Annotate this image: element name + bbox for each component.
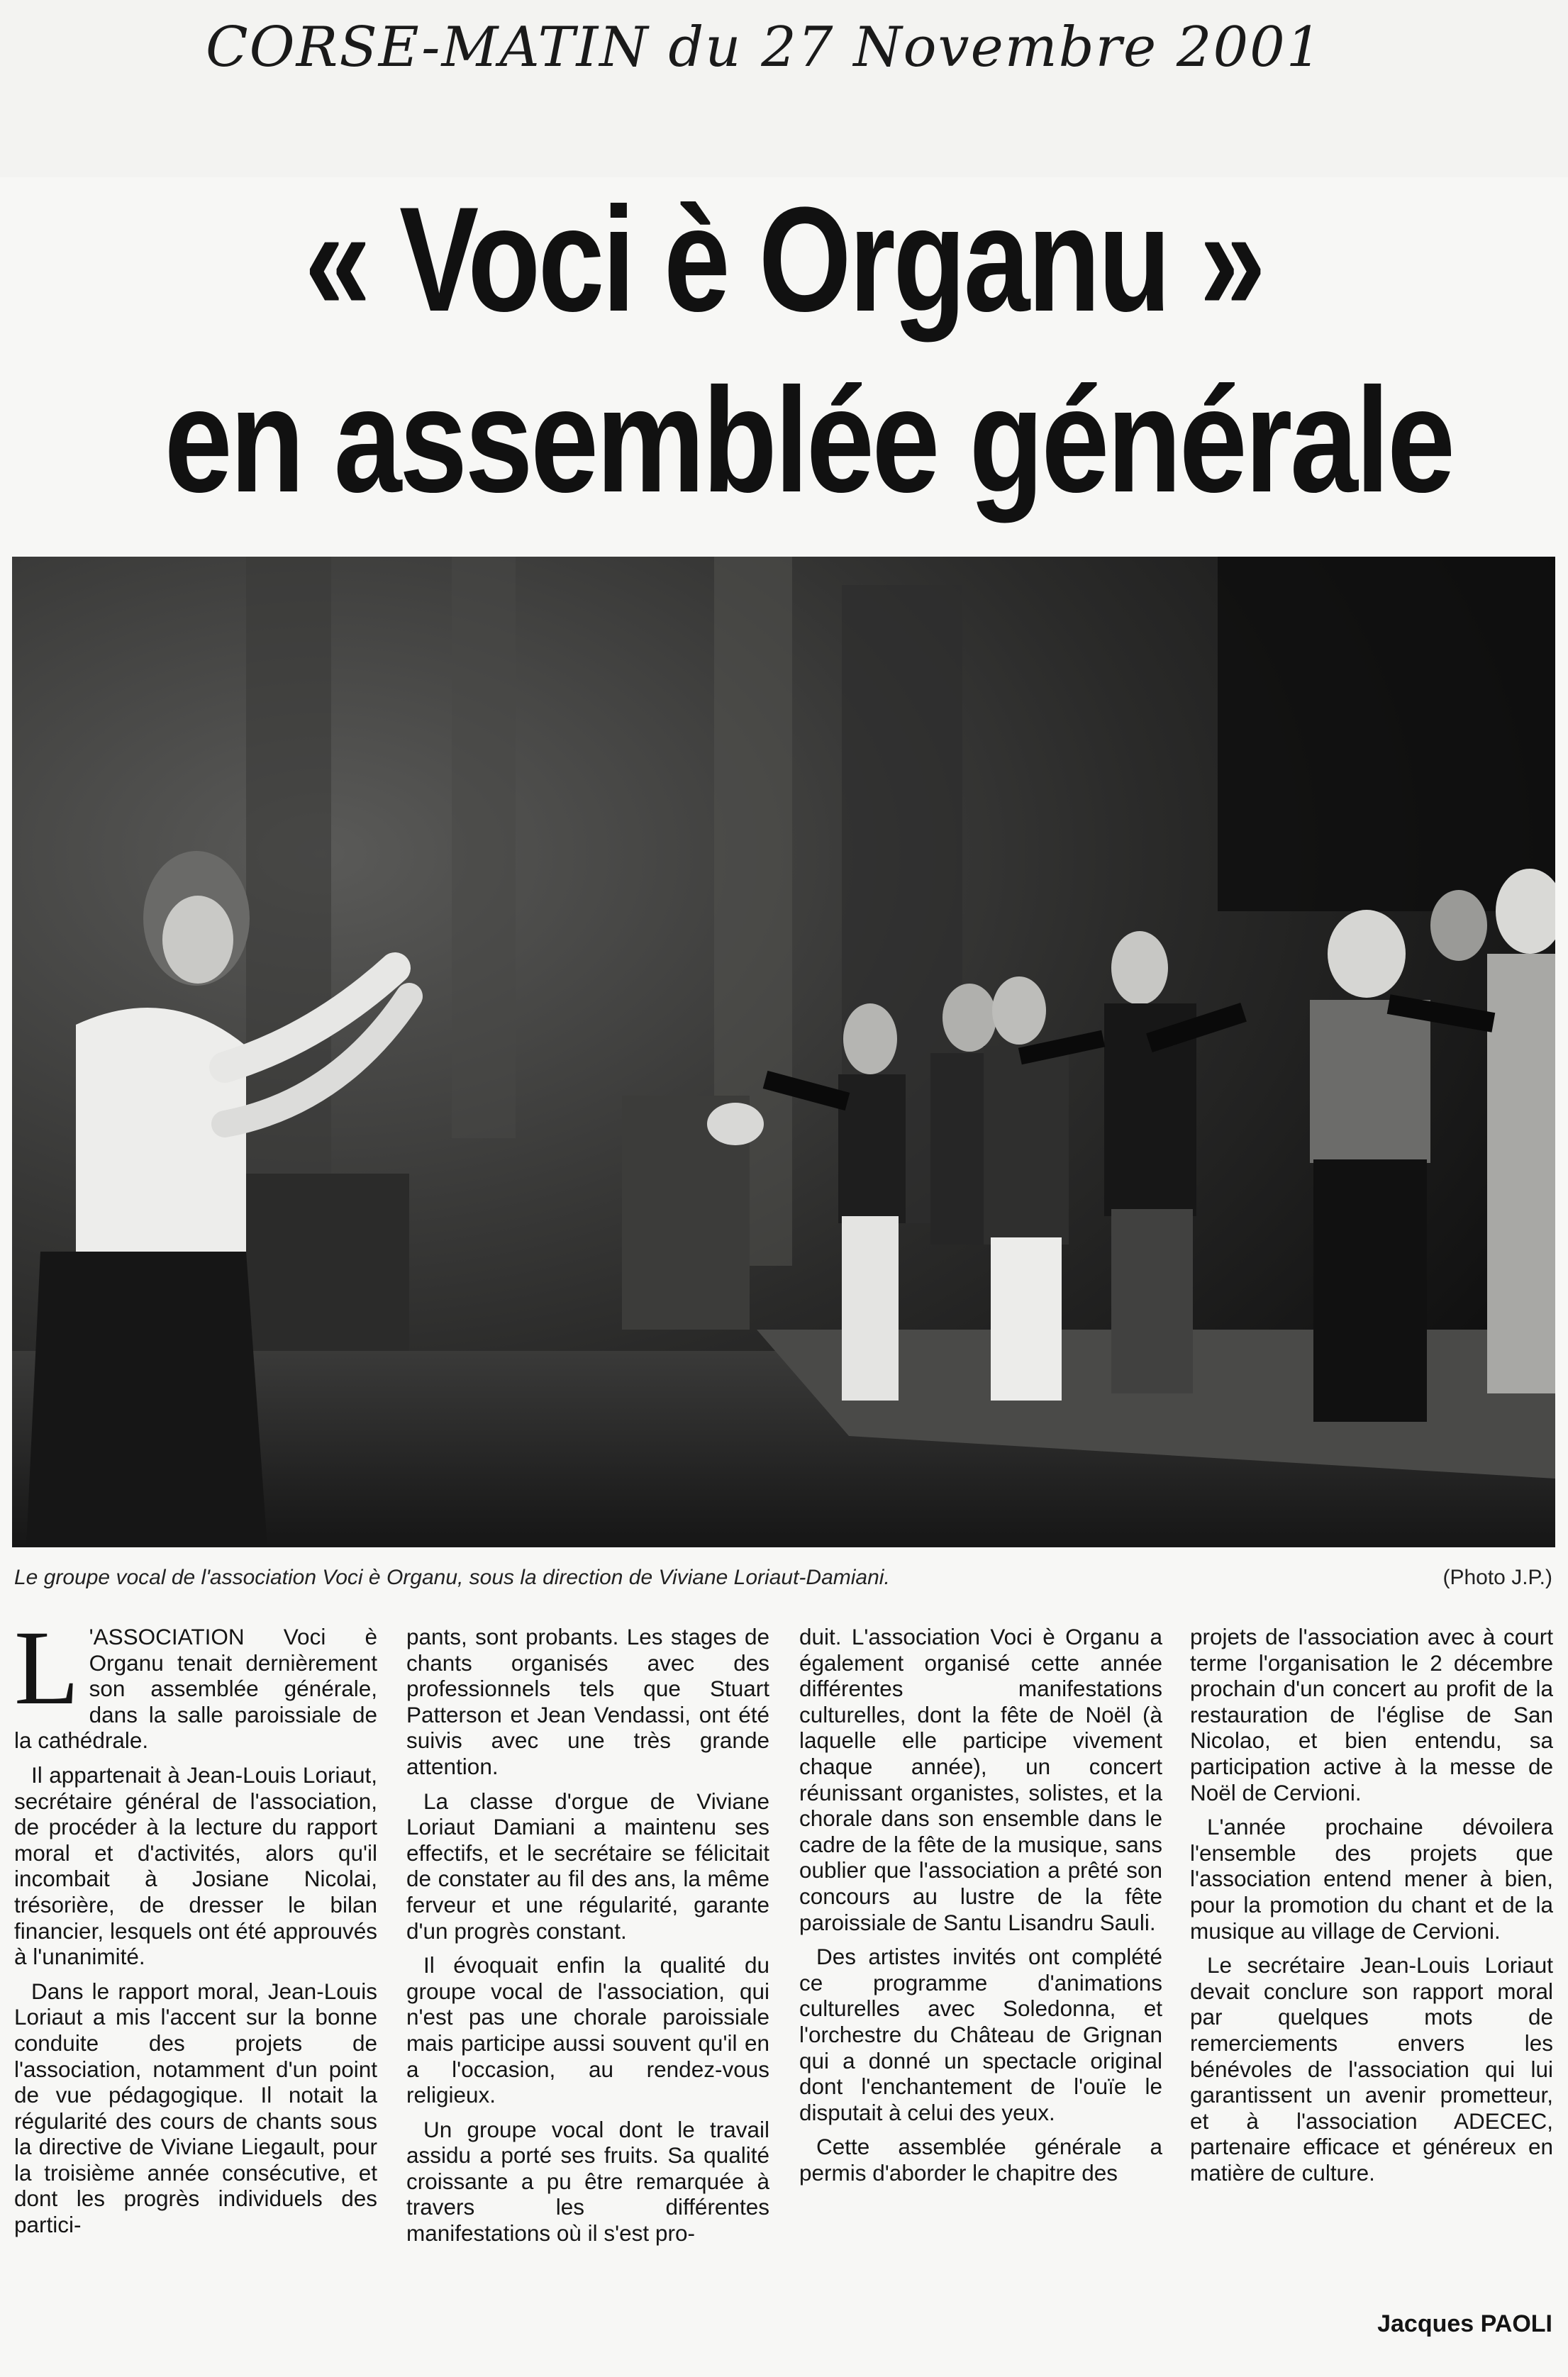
paragraph: projets de l'association avec à court terme l'organisation le 2 décembre prochain d'un concert au profit de la restauration de l'église de San Nicolao, et bien entendu, sa participation active à la messe de Noël de Cervioni.: [1190, 1624, 1553, 1805]
bleed-through-text: [7, 191, 37, 314]
paragraph: Le secrétaire Jean-Louis Loriaut devait conclure son rapport moral par quelques mots de remerciements envers les bénévoles de l'association qui lui garantissent un avenir prometteur, et à l'association ADECEC, partenaire efficace et généreux en matière de culture.: [1190, 1952, 1553, 2186]
article-column-3: [799, 1624, 1162, 2326]
paragraph: L'année prochaine dévoilera l'ensemble des projets que l'association entend mener à bien, pour la promotion du chant et de la musique au village de Cervioni.: [1190, 1814, 1553, 1944]
byline: Jacques PAOLI: [1377, 2310, 1552, 2337]
lead-text: Voci è Organu tenait dernièrement son assemblée générale, dans la salle paroissiale de la cathédrale.: [14, 1624, 377, 1754]
handwritten-source-note: CORSE-MATIN du 27 Novembre 2001: [206, 16, 1323, 79]
article-column-2: [406, 1624, 769, 2326]
paragraph: Il appartenait à Jean-Louis Loriaut, secrétaire général de l'association, de procéder à la lecture du rapport moral et d'activités, alors qu'il incombait à Josiane Nicolai, trésorière, de dresser le bilan financier, lesquels ont été approuvés à l'unanimité.: [14, 1761, 377, 1970]
paragraph: La classe d'orgue de Viviane Loriaut Damiani a maintenu ses effectifs, et le secrétaire se félicitait de constater au fil des ans, la même ferveur et une régularité, garante d'un progrès constant.: [406, 1788, 769, 1944]
lead-smallcaps: 'ASSOCIATION: [89, 1624, 245, 1649]
drop-cap: L: [14, 1624, 79, 1727]
article-body: [14, 1624, 1553, 2326]
article-column-4: [1190, 1624, 1553, 2326]
photo-caption: Le groupe vocal de l'association Voci è Organu, sous la direction de Viviane Loriaut-Damiani.: [14, 1566, 890, 1589]
paragraph: Un groupe vocal dont le travail assidu a porté ses fruits. Sa qualité croissante a pu être remarquée à travers les différentes manifestations où il s'est pro-: [406, 2116, 769, 2247]
headline-line-2: en assemblée générale: [164, 357, 1453, 523]
paragraph: Dans le rapport moral, Jean-Louis Loriaut a mis l'accent sur la bonne conduite des projets de l'association, notamment d'un point de vue pédagogique. Il notait la régularité des cours de chants sous la directive de Viviane Liegault, pour la troisième année consécutive, et dont les progrès individuels des partici-: [14, 1978, 377, 2238]
photo-credit: (Photo J.P.): [1442, 1566, 1552, 1589]
choir-photo: [12, 557, 1555, 1547]
paragraph: Des artistes invités ont complété ce programme d'animations culturelles avec Soledonna, et l'orchestre du Château de Grignan qui a donné un spectacle original dont l'enchantement de l'ouïe le disputait à celui des yeux.: [799, 1944, 1162, 2125]
article-column-1: [14, 1624, 377, 2326]
paragraph: Il évoquait enfin la qualité du groupe vocal de l'association, qui n'est pas une chorale paroissiale mais participe aussi souvent qu'il en a l'occasion, au rendez-vous religieux.: [406, 1952, 769, 2108]
choir-photo-illustration: [12, 557, 1555, 1547]
paragraph: Cette assemblée générale a permis d'aborder le chapitre des: [799, 2134, 1162, 2186]
headline-line-1: « Voci è Organu »: [304, 176, 1264, 343]
paragraph: pants, sont probants. Les stages de chants organisés avec des professionnels tels que Stuart Patterson et Jean Vendassi, ont été suivis avec une très grande attention.: [406, 1624, 769, 1779]
paragraph: duit. L'association Voci è Organu a également organisé cette année différentes manifestations culturelles, dont la fête de Noël (à laquelle elle participe vivement chaque année), un concert réunissant organistes, solistes, et la chorale dans son ensemble dans le cadre de la fête de la musique, sans oublier que l'association a prêté son concours au lustre de la fête paroissiale de Santu Lisandru Sauli.: [799, 1624, 1162, 1935]
lead-paragraph: [14, 1624, 377, 1754]
